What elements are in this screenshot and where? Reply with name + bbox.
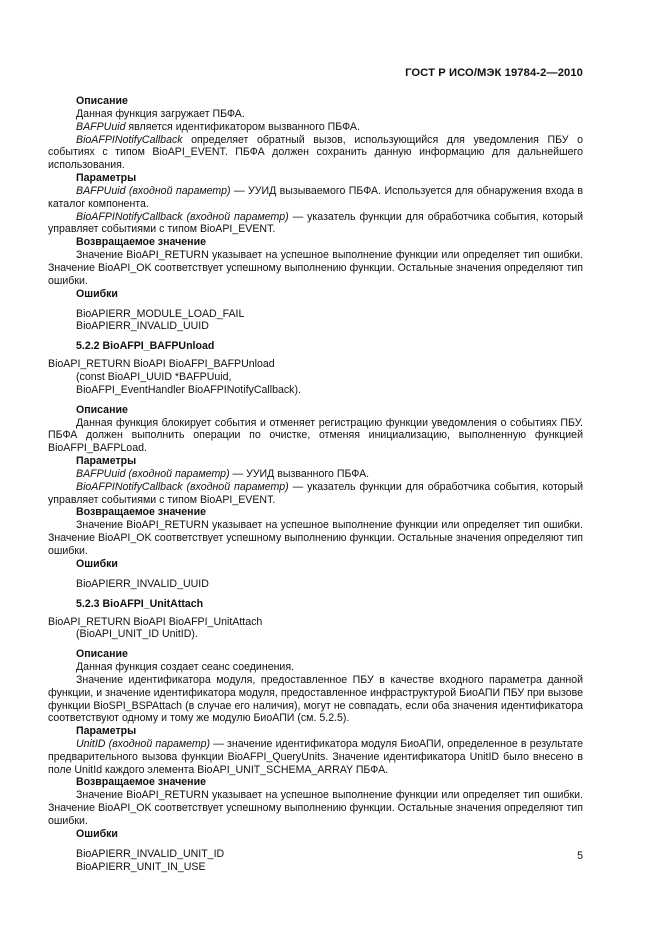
paragraph-text: — УУИД вызываемого ПБФА. Используется для обнаружения входа в каталог компонента.	[48, 184, 583, 210]
error-code: BioAPIERR_MODULE_LOAD_FAIL	[76, 307, 245, 320]
description-heading: Описание	[76, 648, 128, 661]
paragraph: Значение BioAPI_RETURN указывает на успешное выполнение функции или определяет тип ошибки. Значение BioAPI_OK соответствует успешному выполнению функции. Остальные значения определяют тип ошибки.	[48, 249, 583, 287]
document-header: ГОСТ Р ИСО/МЭК 19784-2—2010	[405, 67, 583, 79]
function-signature: (const BioAPI_UUID *BAFPUuid,	[76, 370, 232, 383]
parameters-heading: Параметры	[76, 171, 137, 184]
paragraph: Данная функция блокирует события и отменяет регистрацию функции уведомления о событиях ПБУ. ПБФА должен выполнить операции по очистке, отменяя инициализацию, выполненную функцией BioAFPI_BAFPLoad.	[48, 416, 583, 455]
paragraph	[48, 211, 583, 237]
section-title: 5.2.2 BioAFPI_BAFPUnload	[76, 340, 215, 353]
error-code: BioAPIERR_INVALID_UUID	[76, 577, 209, 590]
param-name: BioAFPINotifyCallback	[76, 133, 183, 146]
paragraph	[48, 134, 583, 172]
paragraph-text: — указатель функции для обработчика события, который управляет событиями с типом BioAPI_EVENT.	[48, 210, 583, 236]
description-heading: Описание	[76, 95, 128, 107]
error-code: BioAPIERR_INVALID_UNIT_ID	[76, 847, 225, 860]
param-name: BAFPUuid (входной параметр)	[76, 184, 231, 197]
return-value-heading: Возвращаемое значение	[76, 236, 206, 249]
paragraph-text: — значение идентификатора модуля БиоАПИ, определенное в результате предварительного вызова функции BioAFPI_QueryUnits. Значение идентификатора UnitID было внесено в поле UnitId каждого элемента BioAPI_UNIT_SCHEMA_ARRAY ПБФА.	[48, 738, 583, 776]
error-code: BioAPIERR_UNIT_IN_USE	[76, 860, 206, 873]
function-signature: BioAPI_RETURN BioAPI BioAFPI_BAFPUnload	[48, 358, 275, 371]
paragraph	[48, 185, 583, 211]
return-value-heading: Возвращаемое значение	[76, 506, 206, 519]
paragraph	[48, 468, 583, 481]
paragraph	[48, 738, 583, 776]
paragraph-text: является идентификатором вызванного ПБФА.	[125, 120, 360, 133]
paragraph-text: — УУИД вызванного ПБФА.	[229, 467, 370, 480]
paragraph-text: — указатель функции для обработчика события, который управляет событиями с типом BioAPI_EVENT.	[48, 480, 583, 506]
paragraph: Данная функция создает сеанс соединения.	[76, 661, 295, 674]
parameters-heading: Параметры	[76, 454, 137, 467]
param-name: BAFPUuid	[76, 120, 126, 133]
function-signature: (BioAPI_UNIT_ID UnitID).	[76, 628, 198, 641]
paragraph: Данная функция загружает ПБФА.	[76, 108, 245, 120]
paragraph	[48, 121, 583, 134]
function-signature: BioAFPI_EventHandler BioAFPINotifyCallback).	[76, 383, 301, 396]
error-code: BioAPIERR_INVALID_UUID	[76, 320, 209, 333]
errors-heading: Ошибки	[76, 827, 118, 840]
param-name: BAFPUuid (входной параметр)	[76, 467, 230, 480]
paragraph	[48, 481, 583, 507]
param-name: BioAFPINotifyCallback (входной параметр)	[76, 210, 289, 223]
description-heading: Описание	[76, 403, 128, 416]
page-number: 5	[577, 850, 583, 862]
param-name: BioAFPINotifyCallback (входной параметр)	[76, 480, 289, 493]
parameters-heading: Параметры	[76, 725, 137, 738]
page-body	[48, 95, 583, 873]
paragraph: Значение BioAPI_RETURN указывает на успешное выполнение функции или определяет тип ошибки. Значение BioAPI_OK соответствует успешному выполнению функции. Остальные значения определяют тип ошибки.	[48, 789, 583, 828]
paragraph: Значение идентификатора модуля, предоставленное ПБУ в качестве входного параметра данной функции, и значение идентификатора модуля, предоставленное инфраструктурой БиоАПИ ПБУ при вызове функции BioSPI_BSPAttach (в случае его наличия), могут не совпадать, если оба значения идентификатора соответствуют одному и тому же модулю БиоАПИ (см. 5.2.5).	[48, 673, 583, 725]
paragraph-text: определяет обратный вызов, использующийся для уведомления ПБУ о событиях с типом BioAPI_EVENT. ПБФА должен сохранить данную информацию для дальнейшего использования.	[48, 133, 583, 172]
errors-heading: Ошибки	[76, 287, 118, 300]
return-value-heading: Возвращаемое значение	[76, 776, 206, 789]
param-name: UnitID (входной параметр)	[76, 738, 211, 751]
paragraph: Значение BioAPI_RETURN указывает на успешное выполнение функции или определяет тип ошибки. Значение BioAPI_OK соответствует успешному выполнению функции. Остальные значения определяют тип ошибки.	[48, 519, 583, 557]
errors-heading: Ошибки	[76, 557, 118, 570]
function-signature: BioAPI_RETURN BioAPI BioAFPI_UnitAttach	[48, 615, 263, 628]
section-title: 5.2.3 BioAFPI_UnitAttach	[76, 597, 204, 610]
